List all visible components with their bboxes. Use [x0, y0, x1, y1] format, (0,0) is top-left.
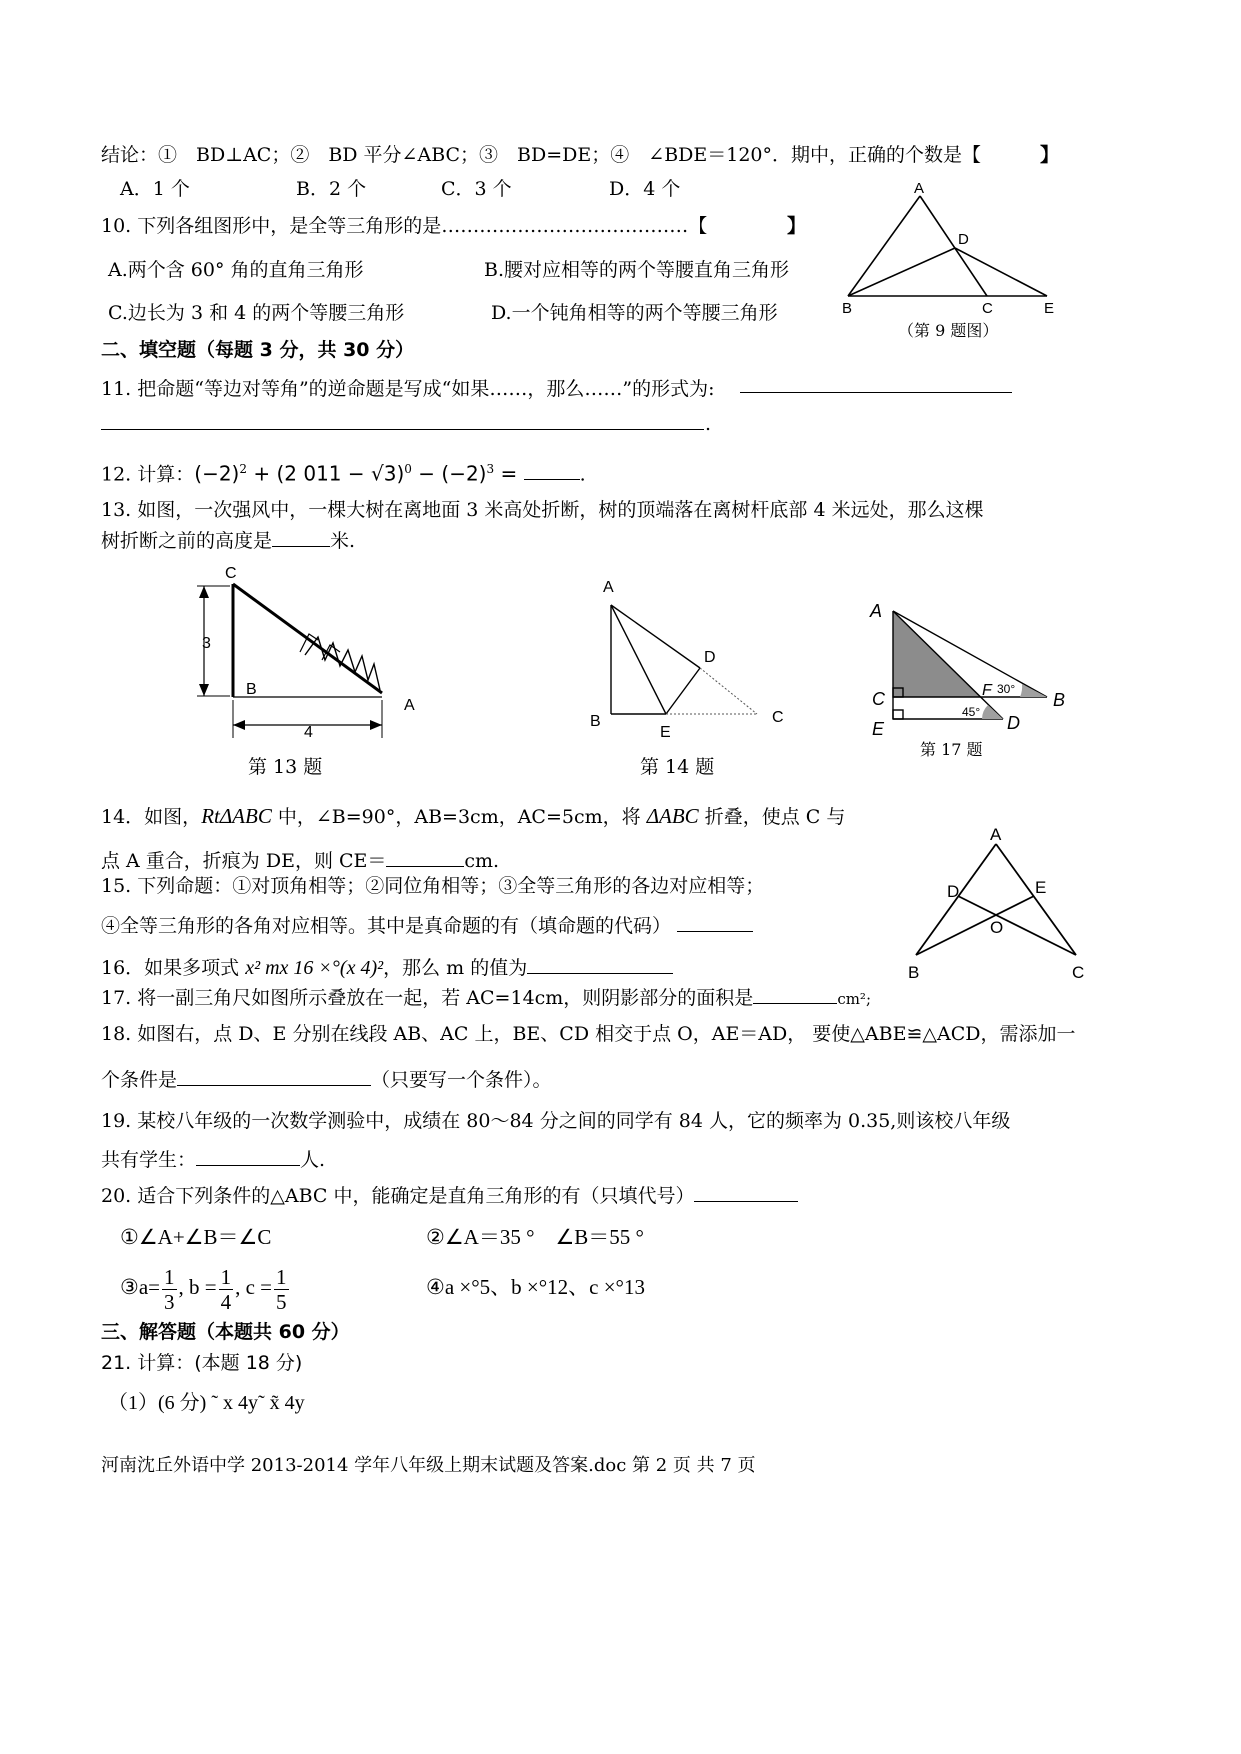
q12-exp-b: 0 — [404, 462, 412, 476]
fig18-label-c: C — [1072, 963, 1085, 982]
q18-line-2-b: （只要写一个条件）。 — [371, 1069, 552, 1091]
q14-line-2 — [101, 846, 499, 874]
q9-option-c: C．3 个 — [441, 178, 512, 200]
q14-line-1-b: 中，∠B=90°，AB=3cm，AC=5cm，将 — [271, 806, 647, 828]
fig17-caption: 第 17 题 — [920, 740, 983, 759]
fig13-label-3: 3 — [202, 635, 211, 652]
q19-line-2-a: 共有学生： — [101, 1149, 197, 1171]
q12-line — [101, 456, 586, 487]
fig14-label-e: E — [660, 724, 671, 741]
q17-line — [101, 983, 871, 1012]
fig14-dotted-dc — [700, 668, 757, 714]
fig13-arrow-up — [199, 586, 209, 598]
q11-stem: 11. 把命题“等边对等角”的逆命题是写成“如果……，那么……”的形式为: — [101, 378, 715, 400]
q12-answer-blank[interactable] — [524, 459, 580, 480]
q13-line-2-b: 米. — [330, 530, 356, 552]
q9-conclusion-text: 结论：① BD⊥AC；② BD 平分∠ABC；③ BD=DE；④ ∠BDE＝120°．期中，正确的个数是【 — [101, 144, 982, 166]
q10-option-a: A.两个含 60° 角的直角三角形 — [108, 259, 364, 281]
q20-answer-blank[interactable] — [694, 1181, 798, 1202]
fig13-label-a: A — [404, 697, 415, 714]
q20-stem-text: 20. 适合下列条件的△ABC 中，能确定是直角三角形的有（只填代号） — [101, 1185, 695, 1207]
fig14-label-b: B — [590, 713, 601, 730]
fig13-broken-top — [233, 584, 382, 693]
fig17-label-d: D — [1007, 713, 1020, 733]
q9-option-d: D．4 个 — [609, 178, 681, 200]
q20-frac-3 — [274, 1265, 289, 1314]
fig17-angle-45-mark — [982, 705, 1003, 719]
fig13-label-4: 4 — [304, 724, 313, 741]
q19-answer-blank[interactable] — [196, 1145, 300, 1166]
fig9-label-b: B — [842, 300, 853, 317]
fig9-caption: （第 9 题图） — [898, 321, 999, 340]
q20-frac-3-num: 1 — [276, 1264, 287, 1289]
fig13-arrow-left — [233, 720, 245, 730]
q14-triangle: ΔABC — [646, 804, 699, 828]
fig13-arrow-down — [199, 684, 209, 696]
q19-line-1: 19. 某校八年级的一次数学测验中，成绩在 80～84 分之间的同学有 84 人，它的频率为 0.35,则该校八年级 — [101, 1110, 1011, 1132]
q9-bracket-close: 】 — [1040, 144, 1060, 166]
q9-option-b: B．2 个 — [296, 178, 367, 200]
q14-line-2-a: 点 A 重合，折痕为 DE，则 CE＝ — [101, 850, 387, 872]
fig17-label-c: C — [872, 689, 885, 709]
q16-prefix: 16．如果多项式 — [101, 957, 246, 979]
page-footer: 河南沈丘外语中学 2013-2014 学年八年级上期末试题及答案.doc 第 2 页 共 7 页 — [101, 1455, 756, 1476]
q9-option-a: A．1 个 — [120, 178, 190, 200]
q14-rt-triangle: RtΔABC — [201, 804, 272, 828]
fig13-caption: 第 13 题 — [248, 756, 323, 778]
q20-frac-3-den: 5 — [276, 1289, 287, 1314]
fig14-line-ed — [666, 668, 700, 714]
fig9-line-de — [955, 248, 1047, 296]
fig17-label-e: E — [872, 719, 885, 739]
fig9-label-c: C — [982, 300, 993, 317]
fig18-label-b: B — [908, 963, 920, 982]
q20-frac-2-num: 1 — [220, 1264, 232, 1289]
q18-line-2 — [101, 1065, 552, 1093]
fig18-label-e: E — [1035, 878, 1047, 897]
q14-line-1-c: 折叠，使点 C 与 — [698, 806, 846, 828]
fig13-label-c: C — [225, 565, 237, 582]
q16-answer-blank[interactable] — [527, 953, 673, 974]
q18-answer-blank[interactable] — [177, 1065, 371, 1086]
q21-title: 21. 计算：(本题 18 分) — [101, 1352, 303, 1374]
fig13-label-b: B — [246, 681, 257, 698]
q12-expr-a: (−2) — [194, 461, 240, 486]
q11-end: . — [705, 413, 712, 435]
fig18-label-d: D — [947, 882, 960, 901]
q19-line-2-b: 人. — [300, 1149, 326, 1171]
q20-frac-2-den: 4 — [220, 1289, 232, 1314]
q12-end: . — [579, 463, 586, 486]
fig14-line-ae — [611, 605, 666, 714]
q10-bracket-close: 】 — [787, 215, 807, 237]
fig9-line-ab — [848, 196, 920, 296]
q17-text: 17. 将一副三角尺如图所示叠放在一起，若 AC=14cm，则阴影部分的面积是 — [101, 987, 754, 1009]
section-2-title: 二、填空题（每题 3 分，共 30 分） — [101, 339, 415, 361]
q20-frac-1 — [162, 1265, 177, 1314]
q13-line-1: 13. 如图，一次强风中，一棵大树在离地面 3 米高处折断，树的顶端落在离树杆底部 4 米远处，那么这棵 — [101, 499, 984, 521]
q18-line-1: 18. 如图右，点 D、E 分别在线段 AB、AC 上，BE、CD 相交于点 O，AE＝AD， 要使△ABE≌△ACD，需添加一 — [101, 1023, 1076, 1045]
q15-line-1: 15. 下列命题：①对顶角相等；②同位角相等；③全等三角形的各边对应相等； — [101, 875, 765, 897]
q14-line-2-b: cm. — [464, 850, 500, 872]
fig17-label-b: B — [1053, 690, 1066, 710]
q11-answer-blank-2[interactable] — [101, 409, 704, 430]
q20-option-3 — [120, 1262, 291, 1314]
fig9-line-bd — [848, 248, 955, 296]
fig9-label-a: A — [914, 180, 925, 197]
q20-option-4: ④a ×°5、b ×°12、c ×°13 — [426, 1275, 645, 1299]
fig18-line-ac — [996, 844, 1076, 955]
q12-prefix: 12. 计算： — [101, 463, 195, 486]
q18-line-2-a: 个条件是 — [101, 1069, 178, 1091]
q9-conclusion — [101, 142, 981, 168]
section-3-title: 三、解答题（本题共 60 分） — [101, 1321, 350, 1343]
q12-exp-a: 2 — [239, 462, 247, 476]
fig9-line-ac — [920, 196, 987, 296]
q16-expression: x² mx 16 ×°(x 4)² — [245, 957, 384, 979]
q20-option-3-c: , c = — [235, 1275, 273, 1299]
q12-expr-b: + (2 011 − √3) — [247, 461, 405, 486]
fig9-label-e: E — [1044, 300, 1055, 317]
q11-answer-blank-1[interactable] — [740, 372, 1012, 393]
q12-expr-c: − (−2) — [411, 461, 487, 486]
fig18-label-o: O — [990, 918, 1004, 937]
q10-option-b: B.腰对应相等的两个等腰直角三角形 — [484, 259, 790, 281]
q20-option-1: ①∠A+∠B＝∠C — [120, 1225, 272, 1249]
q20-frac-1-den: 3 — [164, 1289, 175, 1314]
fig17-label-a: A — [870, 601, 883, 621]
fig17-label-30: 30° — [997, 682, 1016, 696]
fig17-label-f: F — [982, 682, 992, 699]
fig14-caption: 第 14 题 — [640, 756, 715, 778]
q13-answer-blank[interactable] — [272, 526, 330, 547]
q15-line-2 — [101, 911, 753, 939]
q13-line-2 — [101, 526, 355, 554]
q17-answer-blank[interactable] — [753, 983, 837, 1004]
q12-exp-c: 3 — [486, 462, 495, 476]
fig17-right-angle-e — [893, 710, 903, 719]
q10-stem: 10. 下列各组图形中，是全等三角形的是…………………………………【 — [101, 215, 708, 237]
q13-line-2-a: 树折断之前的高度是 — [101, 530, 273, 552]
q20-option-2: ②∠A＝35 ° ∠B＝55 ° — [426, 1225, 644, 1249]
q15-answer-blank[interactable] — [677, 911, 753, 932]
q16-suffix: ，那么 m 的值为 — [383, 957, 528, 979]
q19-line-2 — [101, 1145, 325, 1173]
q14-line-1 — [101, 803, 845, 830]
fig17-label-45: 45° — [962, 705, 981, 719]
q15-line-2-text: ④全等三角形的各角对应相等。其中是真命题的有（填命题的代码） — [101, 915, 672, 937]
q20-option-3-b: , b = — [178, 1275, 217, 1299]
fig17-angle-30-mark — [1020, 684, 1047, 697]
q17-unit: cm²; — [837, 990, 872, 1008]
q21-part-1: （1）(6 分) ˜ x 4y˜ x̃ 4y — [108, 1392, 305, 1414]
q20-frac-1-num: 1 — [164, 1264, 175, 1289]
q20-option-3-a: ③a= — [120, 1275, 160, 1299]
fig18-label-a: A — [990, 825, 1002, 844]
q10-option-d: D.一个钝角相等的两个等腰三角形 — [491, 302, 778, 324]
fig14-line-ad — [611, 605, 700, 668]
fig14-label-a: A — [603, 579, 614, 596]
q16-line — [101, 953, 673, 981]
fig13-arrow-right — [370, 720, 382, 730]
q14-line-1-a: 14．如图， — [101, 806, 202, 828]
fig9-label-d: D — [958, 231, 969, 248]
fig14-label-d: D — [704, 649, 716, 666]
fig14-label-c: C — [772, 709, 784, 726]
q14-answer-blank[interactable] — [386, 846, 464, 867]
q10-option-c: C.边长为 3 和 4 的两个等腰三角形 — [108, 302, 405, 324]
q20-frac-2 — [219, 1265, 234, 1314]
q12-expr-d: = — [494, 461, 524, 486]
q20-stem — [101, 1181, 798, 1209]
